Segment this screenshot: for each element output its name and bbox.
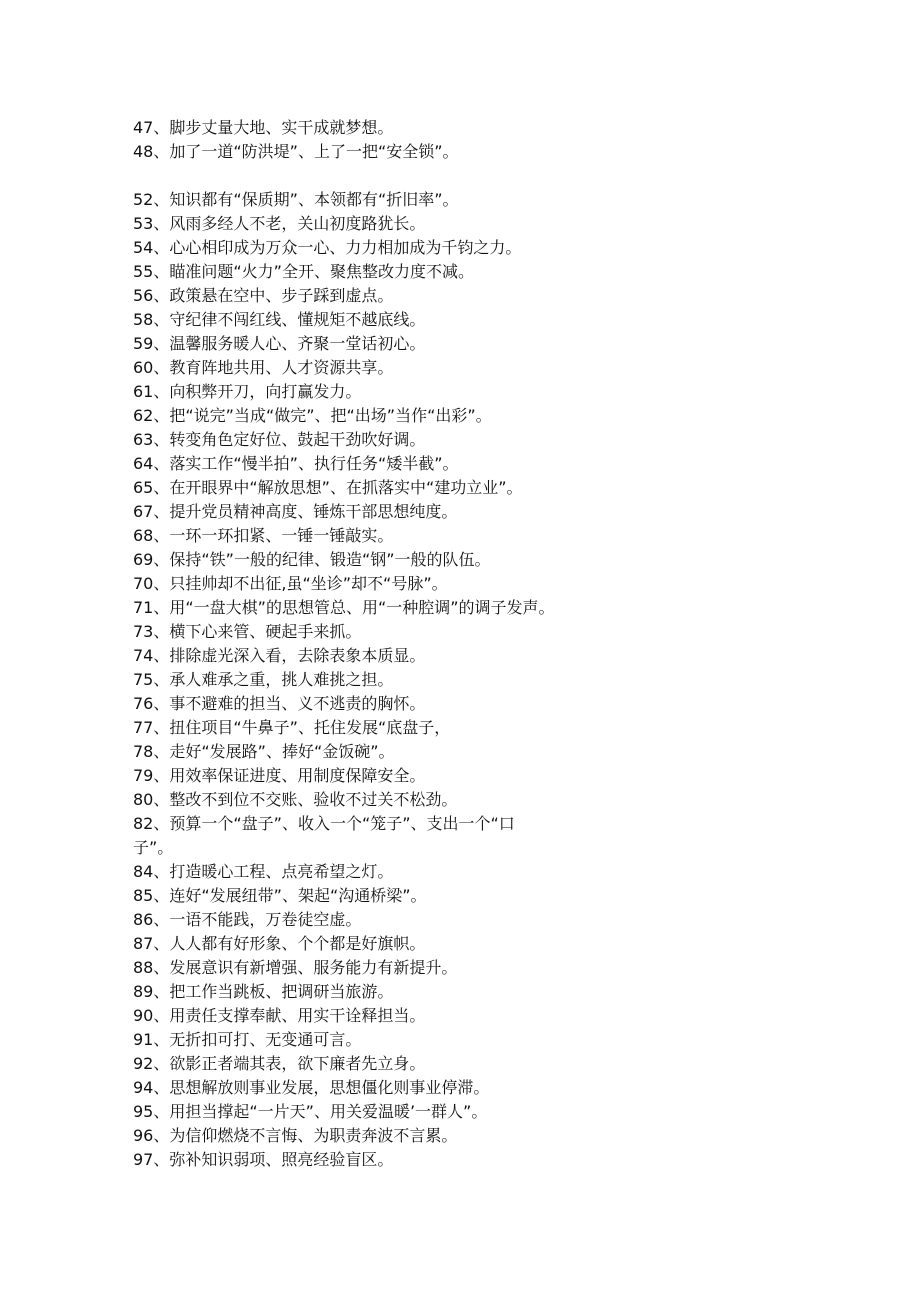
list-item: 97、弥补知识弱项、照亮经验盲区。 [133, 1150, 394, 1169]
list-item: 60、教育阵地共用、人才资源共享。 [133, 358, 394, 377]
list-item: 62、把“说完”当成“做完”、把“出场”当作“出彩”。 [133, 406, 492, 425]
list-item: 52、知识都有“保质期”、本领都有“折旧率”。 [133, 190, 459, 209]
list-item: 59、温馨服务暖人心、齐聚一堂话初心。 [133, 334, 426, 353]
list-item: 88、发展意识有新增强、服务能力有新提升。 [133, 958, 458, 977]
list-item: 92、欲影正者端其表，欲下廉者先立身。 [133, 1054, 426, 1073]
list-item: 56、政策悬在空中、步子踩到虚点。 [133, 286, 394, 305]
list-item: 89、把工作当跳板、把调研当旅游。 [133, 982, 394, 1001]
list-item: 96、为信仰燃烧不言悔、为职责奔波不言累。 [133, 1126, 458, 1145]
list-item: 54、心心相印成为万众一心、力力相加成为千钧之力。 [133, 238, 522, 257]
list-item: 71、用“一盘大棋”的思想管总、用“一种腔调”的调子发声。 [133, 598, 555, 617]
list-item: 80、整改不到位不交账、验收不过关不松劲。 [133, 790, 458, 809]
list-item: 55、瞄准问题“火力”全开、聚焦整改力度不减。 [133, 262, 474, 281]
list-item: 91、无折扣可打、无变通可言。 [133, 1030, 362, 1049]
list-item: 84、打造暖心工程、点亮希望之灯。 [133, 862, 394, 881]
list-item: 48、加了一道“防洪堤”、上了一把“安全锁”。 [133, 142, 459, 161]
list-item: 68、一环一环扣紧、一锤一锤敲实。 [133, 526, 394, 545]
list-item: 65、在开眼界中“解放思想”、在抓落实中“建功立业”。 [133, 478, 523, 497]
list-item: 70、只挂帅却不出征,虽“坐诊”却不“号脉”。 [133, 574, 448, 593]
list-item: 73、横下心来管、硬起手来抓。 [133, 622, 362, 641]
list-item: 86、一语不能践，万卷徒空虚。 [133, 910, 362, 929]
list-item: 74、排除虚光深入看，去除表象本质显。 [133, 646, 426, 665]
list-item: 69、保持“铁”一般的纪律、锻造“钢”一般的队伍。 [133, 550, 491, 569]
list-item: 87、人人都有好形象、个个都是好旗帜。 [133, 934, 426, 953]
list-item: 64、落实工作“慢半拍”、执行任务“矮半截”。 [133, 454, 459, 473]
list-item: 53、风雨多经人不老，关山初度路犹长。 [133, 214, 426, 233]
list-item: 78、走好“发展路”、捧好“金饭碗”。 [133, 742, 395, 761]
list-item: 79、用效率保证进度、用制度保障安全。 [133, 766, 426, 785]
list-item: 85、连好“发展纽带”、架起“沟通桥梁”。 [133, 886, 427, 905]
slogan-list [133, 116, 653, 1172]
list-item: 90、用责任支撑奉献、用实干诠释担当。 [133, 1006, 426, 1025]
list-item: 67、提升党员精神高度、锤炼干部思想纯度。 [133, 502, 458, 521]
list-item: 63、转变角色定好位、鼓起干劲吹好调。 [133, 430, 426, 449]
list-item: 82、预算一个“盘子”、收入一个“笼子”、支出一个“口 [133, 814, 515, 833]
list-item: 58、守纪律不闯红线、懂规矩不越底线。 [133, 310, 426, 329]
list-item: 95、用担当撑起“一片天”、用关爱温暖’一群人”。 [133, 1102, 488, 1121]
list-item: 61、向积弊开刀，向打赢发力。 [133, 382, 362, 401]
list-item: 47、脚步丈量大地、实干成就梦想。 [133, 118, 394, 137]
list-item-continuation: 子”。 [133, 838, 174, 857]
list-item: 94、思想解放则事业发展，思想僵化则事业停滞。 [133, 1078, 490, 1097]
list-item: 77、扭住项目“牛鼻子”、托住发展“底盘子， [133, 718, 451, 737]
list-item: 75、承人难承之重，挑人难挑之担。 [133, 670, 394, 689]
list-item: 76、事不避难的担当、义不逃责的胸怀。 [133, 694, 426, 713]
